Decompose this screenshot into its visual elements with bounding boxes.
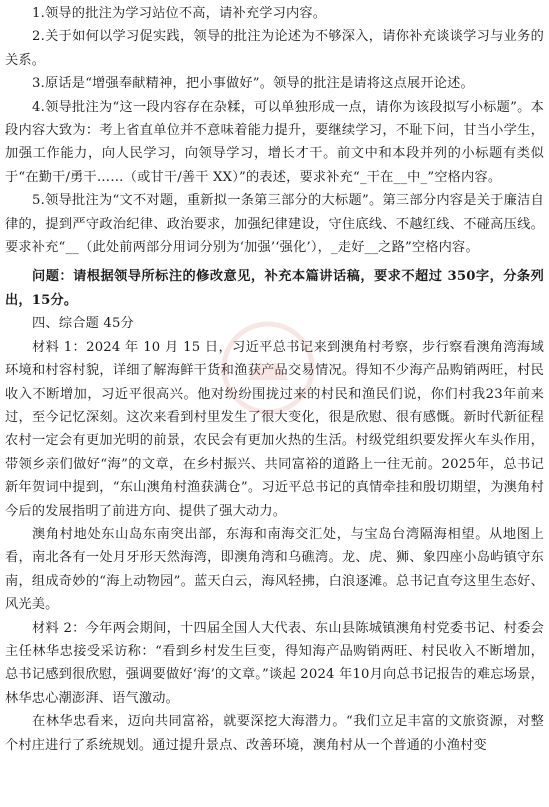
item-1-paragraph: 1.领导的批注为学习站位不高，请补充学习内容。 — [32, 6, 327, 21]
material-2-paragraph: 材料 2：今年两会期间，十四届全国人大代表、东山县陈城镇澳角村党委书记、村委会主任林华忠接受采访称：“看到乡村发生巨变，得知海产品购销两旺、村民收入不断增加，总书记感到很欣慰，强调要做好‘海’的文章。”谈起 2024 年10月向总书记报告的难忘场景，林华忠心潮澎湃、语气激动。 — [5, 620, 544, 706]
material-2-continued-paragraph: 在林华忠看来，迈向共同富裕，就要深挖大海潜力。“我们立足丰富的文旅资源，对整个村庄进行了系统规划。通过提升景点、改善环境，澳角村从一个普通的小渔村变 — [5, 714, 544, 753]
material-1-paragraph: 材料 1：2024 年 10 月 15 日，习近平总书记来到澳角村考察，步行察看澳角湾海域环境和村容村貌，详细了解海鲜干货和渔获产品交易情况。得知不少海产品购销两旺，村民收入不断增加，习近平很高兴。他对纷纷围拢过来的村民和渔民们说，你们村我23年前来过，至今记忆深刻。这次来看到村里发生了很大变化，很是欣慰、很有感慨。新时代新征程农村一定会有更加光明的前景，农民会有更加火热的生活。村级党组织要发挥火车头作用，带领乡亲们做好“海”的文章，在乡村振兴、共同富裕的道路上一往无前。2025年，总书记新年贺词中提到，“东山澳角村渔获满仓”。习近平总书记的真情牵挂和殷切期望，为澳角村今后的发展指明了前进方向、提供了强大动力。 — [5, 339, 544, 519]
material-1-continued-paragraph: 澳角村地处东山岛东南突出部，东海和南海交汇处，与宝岛台湾隔海相望。从地图上看，南北各有一处月牙形天然海湾，即澳角湾和乌礁湾。龙、虎、狮、象四座小岛屿镇守东南，组成奇妙的“海上动物园”。蓝天白云，海风轻拂，白浪逐滩。总书记直夸这里生态好、风光美。 — [5, 526, 544, 613]
item-5-paragraph: 5.领导批注为“文不对题，重新拟一条第三部分的大标题”。第三部分内容是关于廉洁自律的，提到严守政治纪律、政治要求，加强纪律建设，守住底线、不越红线、不碰高压线。要求补充“__（此处前两部分用词分别为‘加强’‘强化’），_走好__之路”空格内容。 — [5, 193, 544, 256]
section-heading: 四、综合题 45分 — [32, 316, 134, 332]
item-3-paragraph: 3.原话是“增强奉献精神，把小事做好”。领导的批注是请将这点展开论述。 — [32, 76, 474, 92]
question-paragraph: 问题：请根据领导所标注的修改意见，补充本篇讲话稿，要求不超过 350字，分条列出，15分。 — [5, 269, 544, 308]
item-2-paragraph: 2.关于如何以学习促实践，领导的批注为论述为不够深入，请你补充谈谈学习与业务的关系。 — [5, 29, 544, 68]
item-4-paragraph: 4.领导批注为“这一段内容存在杂糅，可以单独形成一点，请你为该段拟写小标题”。本段内容大致为：考上省直单位并不意味着能力提升，要继续学习，不耻下问，甘当小学生，加强工作能力，向人民学习，向领导学习，增长才干。前文中和本段并列的小标题有类似于“在勤干/勇干……（或甘干/善干 XX）”的表述，要求补充“_干在__中_”空格内容。 — [5, 99, 544, 185]
